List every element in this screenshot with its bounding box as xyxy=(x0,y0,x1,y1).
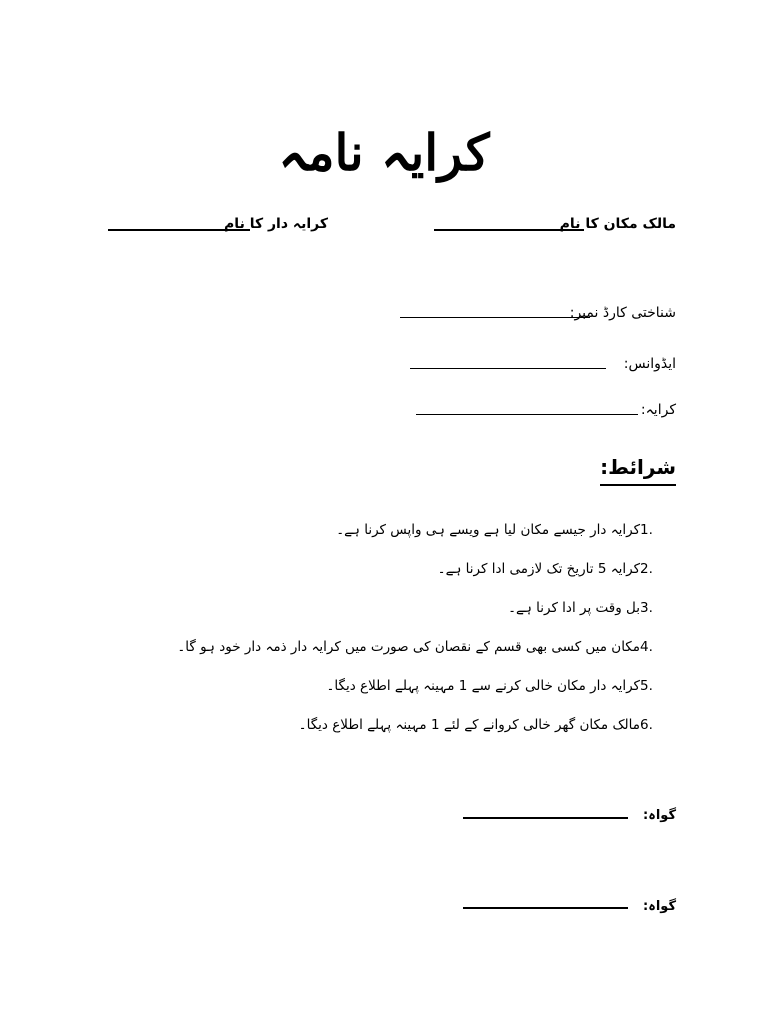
witness-2-label: گواہ: xyxy=(643,899,676,914)
document-title: کرایہ نامہ xyxy=(278,123,490,182)
term-number: 6. xyxy=(640,716,653,733)
tenant-name-label: کرایہ دار کا نام xyxy=(224,216,328,232)
term-text: کرایہ دار جیسے مکان لیا ہے ویسے ہی واپس کرنا ہے۔ xyxy=(336,521,640,538)
term-number: 4. xyxy=(640,638,653,655)
term-number: 1. xyxy=(640,521,653,538)
witness-2-line xyxy=(463,907,628,909)
term-item xyxy=(116,549,676,588)
term-number: 5. xyxy=(640,677,653,694)
tenant-name-line xyxy=(108,229,250,231)
landlord-name-line xyxy=(434,229,584,231)
landlord-name-label: مالک مکان کا نام xyxy=(559,216,676,232)
terms-list xyxy=(116,510,676,744)
advance-label: ایڈوانس: xyxy=(623,356,676,372)
witness-1-label: گواہ: xyxy=(643,808,676,823)
term-item xyxy=(116,588,676,627)
term-number: 2. xyxy=(640,560,653,577)
term-text: مکان میں کسی بھی قسم کے نقصان کی صورت میں کرایہ دار ذمہ دار خود ہو گا۔ xyxy=(177,638,640,655)
term-item xyxy=(116,666,676,705)
advance-line xyxy=(410,368,606,369)
term-text: کرایہ دار مکان خالی کرنے سے 1 مہینہ پہلے اطلاع دیگا۔ xyxy=(326,677,640,694)
term-text: مالک مکان گھر خالی کروانے کے لئے 1 مہینہ پہلے اطلاع دیگا۔ xyxy=(298,716,640,733)
rent-line xyxy=(416,414,638,415)
term-item xyxy=(116,510,676,549)
witness-1-line xyxy=(463,817,628,819)
rent-label: کرایہ: xyxy=(640,402,676,418)
cnic-line xyxy=(400,317,590,318)
term-number: 3. xyxy=(640,599,653,616)
term-item xyxy=(116,627,676,666)
term-text: کرایہ 5 تاریخ تک لازمی ادا کرنا ہے۔ xyxy=(437,560,640,577)
term-text: بل وقت پر ادا کرنا ہے۔ xyxy=(508,599,640,616)
term-item xyxy=(116,705,676,744)
cnic-label: شناختی کارڈ نمبر: xyxy=(569,305,676,321)
terms-heading: شرائط: xyxy=(600,452,676,486)
